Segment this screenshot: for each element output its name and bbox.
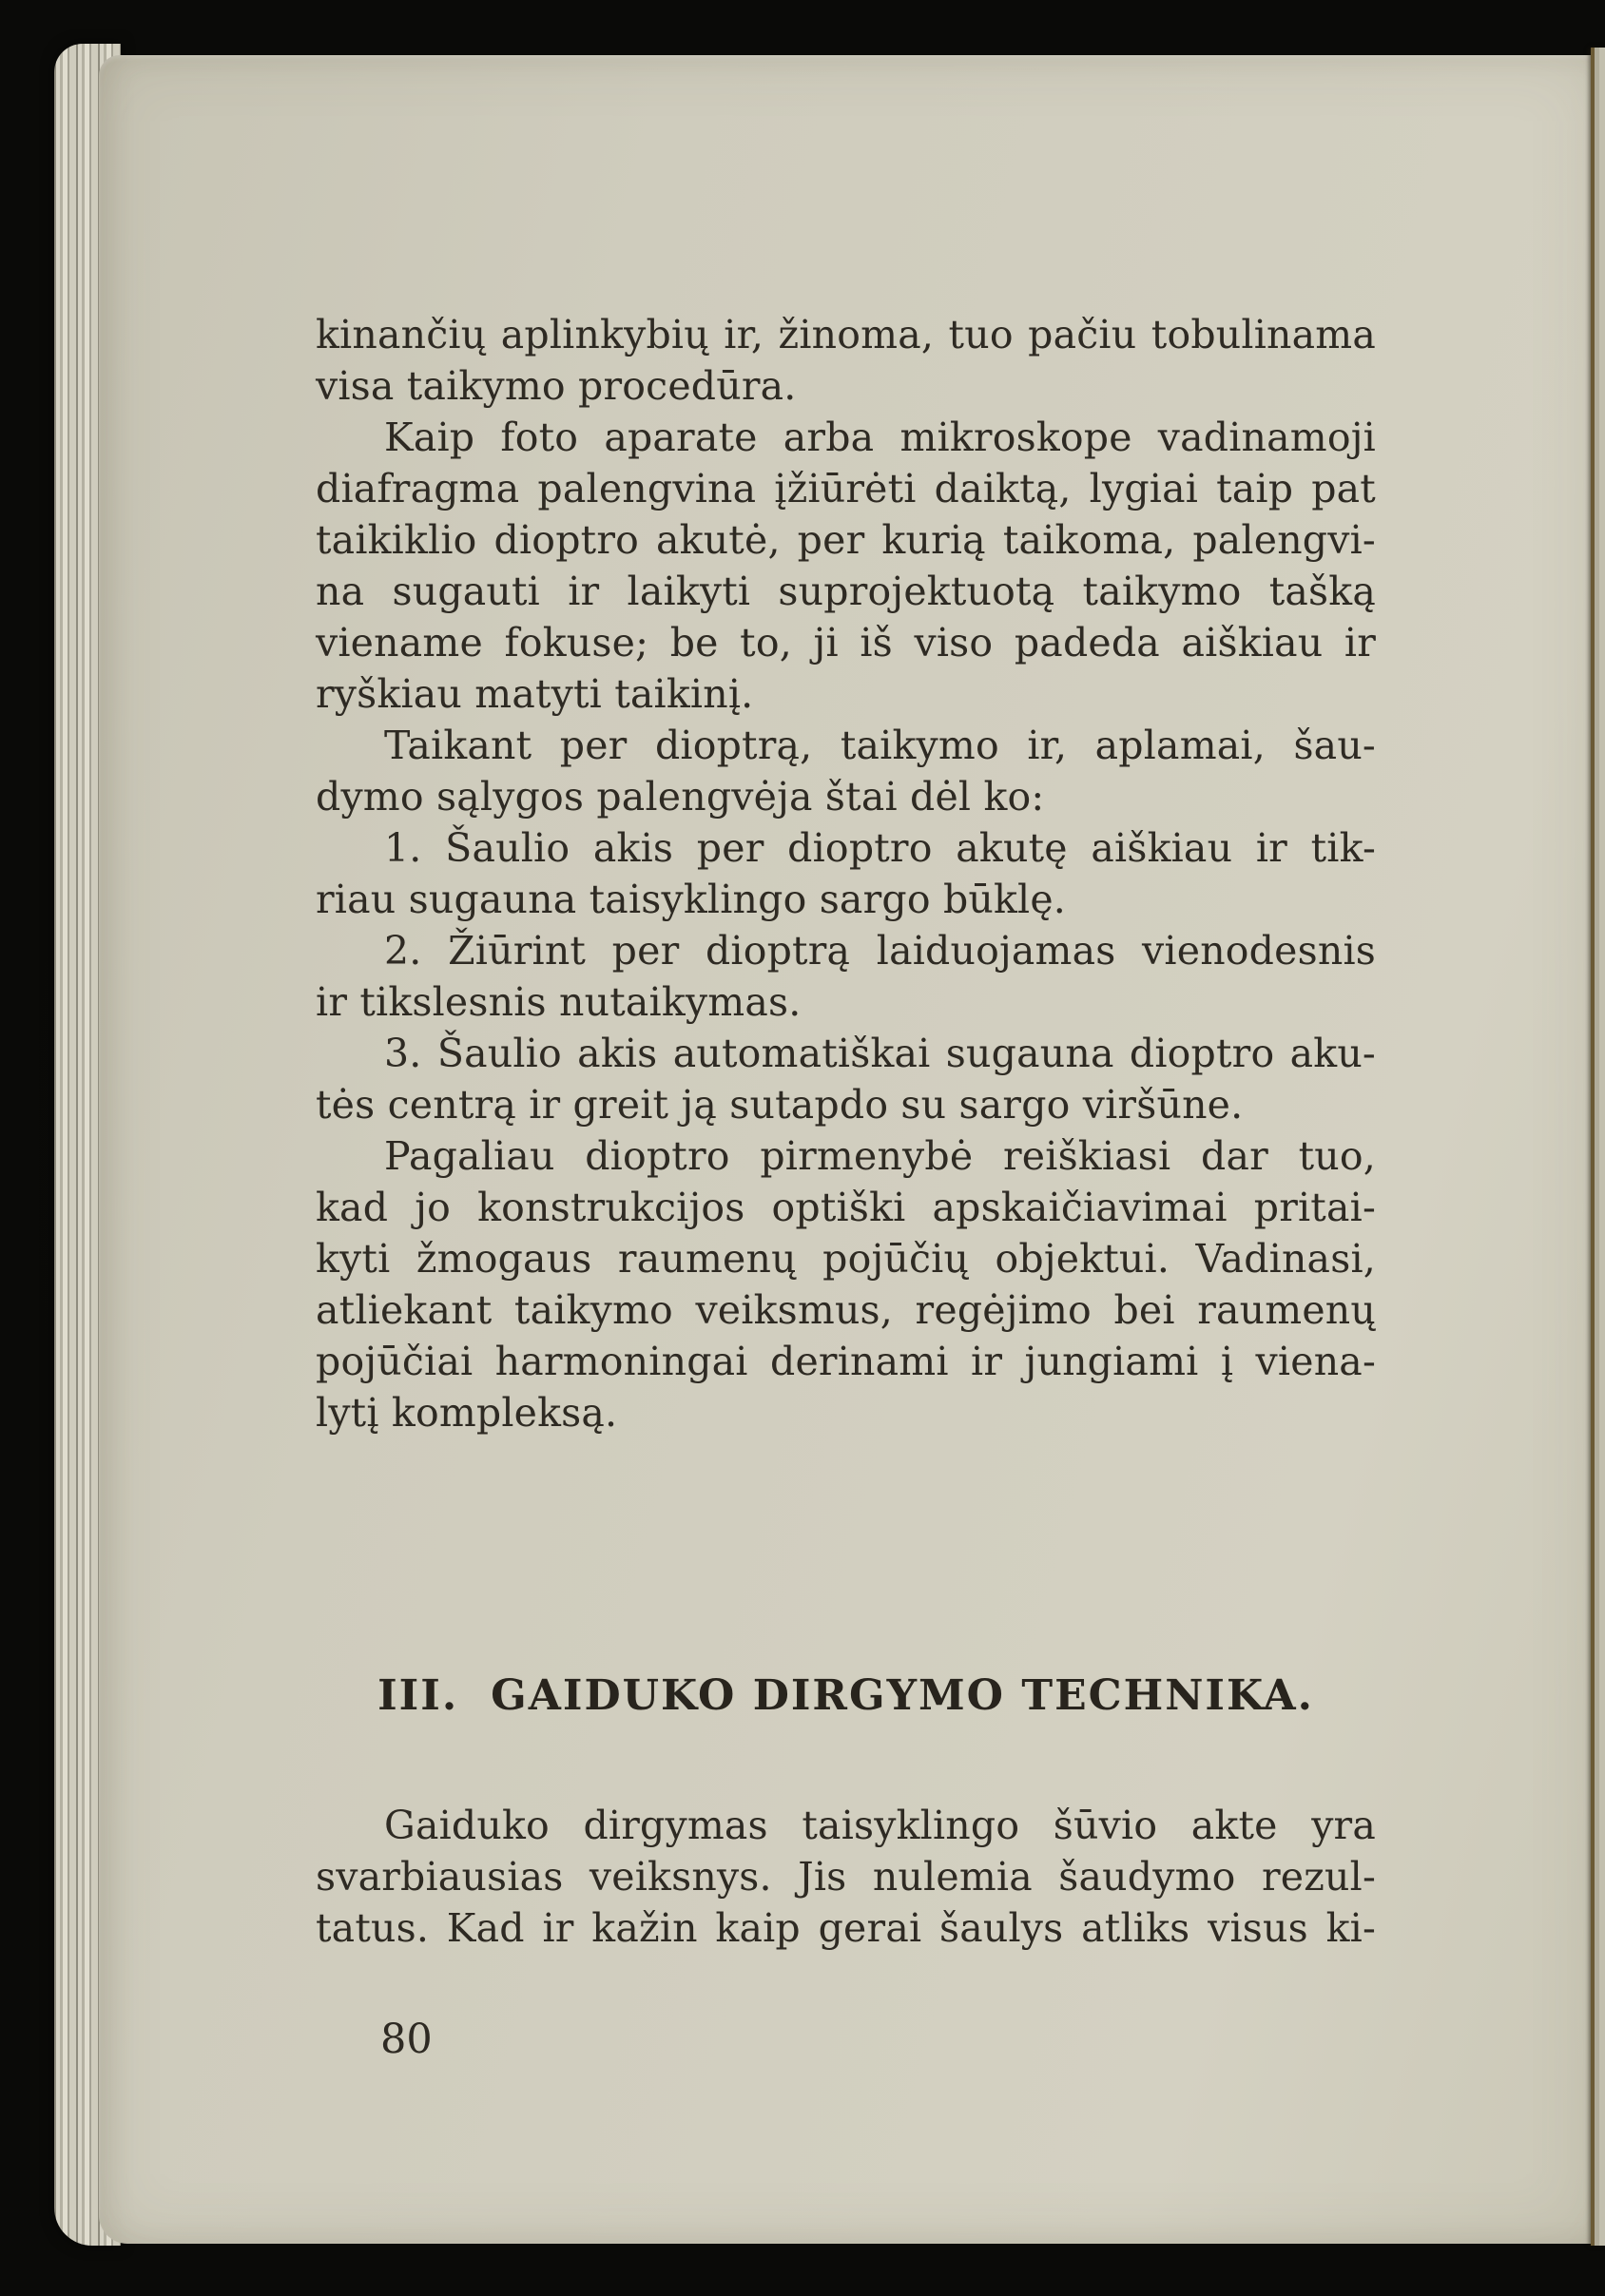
text-line: kyti žmogaus raumenų pojūčių objektui. Vadinasi,	[316, 1236, 1376, 1282]
text-line: Pagaliau dioptro pirmenybė reiškiasi dar tuo,	[384, 1133, 1376, 1179]
text-line: diafragma palengvina įžiūrėti daiktą, lygiai taip pat	[316, 466, 1376, 511]
paragraph-after-heading	[316, 1800, 1376, 1954]
text-line: riau sugauna taisyklingo sargo būklę.	[316, 877, 1067, 922]
text-line: ryškiau matyti taikinį.	[316, 671, 754, 717]
text-line: Kaip foto aparate arba mikroskope vadinamoji	[384, 415, 1376, 460]
text-line: Gaiduko dirgymas taisyklingo šūvio akte yra	[384, 1803, 1376, 1848]
text-line: 1. Šaulio akis per dioptro akutę aiškiau ir tik-	[384, 825, 1376, 871]
adjacent-page-edge	[1591, 48, 1605, 2246]
text-line: 2. Žiūrint per dioptrą laiduojamas vienodesnis	[384, 928, 1376, 974]
text-line: 3. Šaulio akis automatiškai sugauna dioptro aku-	[384, 1031, 1376, 1076]
section-heading-title: GAIDUKO DIRGYMO TECHNIKA.	[491, 1671, 1314, 1720]
text-line: tatus. Kad ir kažin kaip gerai šaulys atliks visus ki-	[316, 1905, 1376, 1951]
page-number: 80	[380, 2016, 433, 2063]
text-line: tės centrą ir greit ją sutapdo su sargo viršūne.	[316, 1082, 1244, 1128]
text-line: kinančių aplinkybių ir, žinoma, tuo pačiu tobulinama	[316, 312, 1376, 357]
text-line: lytį kompleksą.	[316, 1390, 618, 1436]
body-text-block	[316, 309, 1376, 1438]
text-line: ir tikslesnis nutaikymas.	[316, 979, 802, 1025]
section-heading	[316, 1669, 1376, 1723]
book-page	[99, 55, 1594, 2244]
text-line: kad jo konstrukcijos optiški apskaičiavimai pritai-	[316, 1185, 1376, 1230]
text-line: taikiklio dioptro akutė, per kurią taikoma, palengvi-	[316, 517, 1376, 563]
text-line: na sugauti ir laikyti suprojektuotą taikymo tašką	[316, 569, 1376, 614]
text-line: visa taikymo procedūra.	[316, 363, 797, 409]
section-heading-numeral: III.	[377, 1671, 459, 1720]
text-line: dymo sąlygos palengvėja štai dėl ko:	[316, 774, 1045, 820]
text-line: svarbiausias veiksnys. Jis nulemia šaudymo rezul-	[316, 1854, 1376, 1900]
text-line: pojūčiai harmoningai derinami ir jungiami į viena-	[316, 1339, 1376, 1384]
text-line: viename fokuse; be to, ji iš viso padeda aiškiau ir	[316, 620, 1376, 666]
text-line: atliekant taikymo veiksmus, regėjimo bei raumenų	[316, 1287, 1376, 1333]
text-line: Taikant per dioptrą, taikymo ir, aplamai, šau-	[384, 723, 1376, 768]
